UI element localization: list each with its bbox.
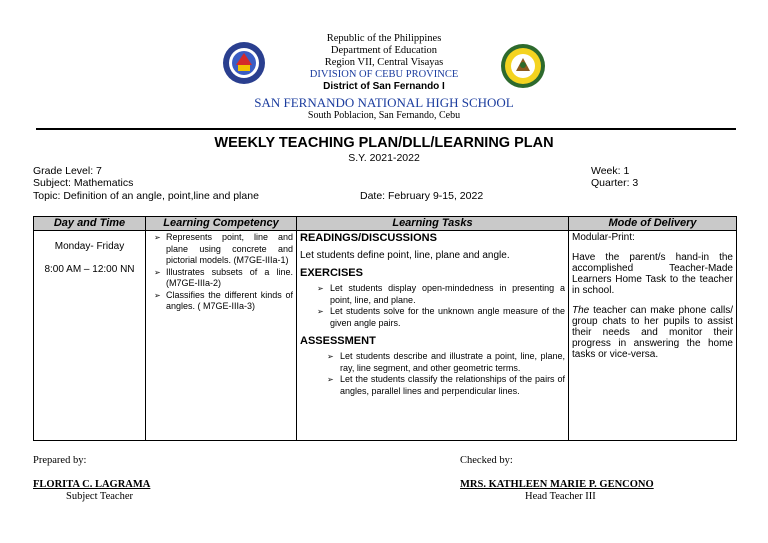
readings-text: Let students define point, line, plane and angle. <box>300 250 510 261</box>
page-title: WEEKLY TEACHING PLAN/DLL/LEARNING PLAN <box>214 135 554 151</box>
school-year: S.Y. 2021-2022 <box>348 152 420 164</box>
list-item: ➢ Illustrates subsets of a line. (M7GE-IIIa-2) <box>166 267 293 290</box>
list-item: ➢ Let the students classify the relationships of the pairs of angles, parallel lines and perpendicular lines. <box>340 374 565 397</box>
checked-label: Checked by: <box>460 455 513 466</box>
col-header-day: Day and Time <box>34 217 146 231</box>
checked-role: Head Teacher III <box>525 491 596 502</box>
day-time-cell <box>34 231 146 441</box>
col-header-mode: Mode of Delivery <box>569 217 737 231</box>
header-district: District of San Fernando I <box>323 81 445 92</box>
time-text: 8:00 AM – 12:00 NN <box>44 264 135 275</box>
subject: Subject: Mathematics <box>33 177 134 189</box>
date: Date: February 9-15, 2022 <box>360 190 484 202</box>
topic: Topic: Definition of an angle, point,line and plane <box>33 190 259 202</box>
mode-title: Modular-Print: <box>572 232 635 243</box>
header-school: SAN FERNANDO NATIONAL HIGH SCHOOL <box>254 95 514 110</box>
header-divider <box>36 128 736 130</box>
list-item: ➢ Let students describe and illustrate a point, line, plane, ray, line segment, and other geometric terms. <box>340 351 565 374</box>
table-header-row <box>34 217 737 231</box>
exercises-list <box>300 283 565 329</box>
readings-heading: READINGS/DISCUSSIONS <box>300 232 437 244</box>
plan-table <box>33 216 737 441</box>
list-item: ➢ Let students display open-mindedness in presenting a point, line, and plane. <box>330 283 565 306</box>
grade-level: Grade Level: 7 <box>33 165 102 177</box>
header-department: Department of Education <box>330 45 438 56</box>
list-item: ➢ Let students solve for the unknown angle measure of the given angle pairs. <box>330 306 565 329</box>
quarter: Quarter: 3 <box>591 177 639 189</box>
assessment-heading: ASSESSMENT <box>300 335 376 347</box>
list-item: ➢ Represents point, line and plane using concrete and pictorial models. (M7GE-IIIa-1) <box>166 232 293 267</box>
prepared-label: Prepared by: <box>33 455 87 466</box>
mode-paragraph-2 <box>572 305 733 360</box>
mode-cell <box>569 231 737 441</box>
prepared-name: FLORITA C. LAGRAMA <box>33 479 151 490</box>
checked-name: MRS. KATHLEEN MARIE P. GENCONO <box>460 479 654 490</box>
mode-paragraph-1: Have the parent/s hand-in the accomplished Teacher-Made Learners Home Task to the teacher in school. <box>572 252 733 296</box>
header-address: South Poblacion, San Fernando, Cebu <box>307 110 461 121</box>
day-text: Monday- Friday <box>54 241 125 252</box>
exercises-heading: EXERCISES <box>300 267 363 279</box>
tasks-cell <box>297 231 569 441</box>
assessment-list <box>300 351 565 397</box>
competency-cell <box>146 231 297 441</box>
header-republic: Republic of the Philippines <box>326 33 442 44</box>
header-division: DIVISION OF CEBU PROVINCE <box>309 69 459 80</box>
week: Week: 1 <box>591 165 630 177</box>
list-item: ➢ Classifies the different kinds of angles. ( M7GE-IIIa-3) <box>166 290 293 313</box>
col-header-tasks: Learning Tasks <box>297 217 569 231</box>
col-header-competency: Learning Competency <box>146 217 297 231</box>
mode-paragraph-2-rest: teacher can make phone calls/ group chats to her pupils to assist their needs and monitor their progress in answering the home tasks or vice-versa. <box>572 305 733 360</box>
competency-list <box>154 232 293 313</box>
mode-paragraph-2-italic: The <box>572 305 590 316</box>
header-region: Region VII, Central Visayas <box>324 57 444 68</box>
table-row <box>34 231 737 441</box>
prepared-role: Subject Teacher <box>66 491 133 502</box>
